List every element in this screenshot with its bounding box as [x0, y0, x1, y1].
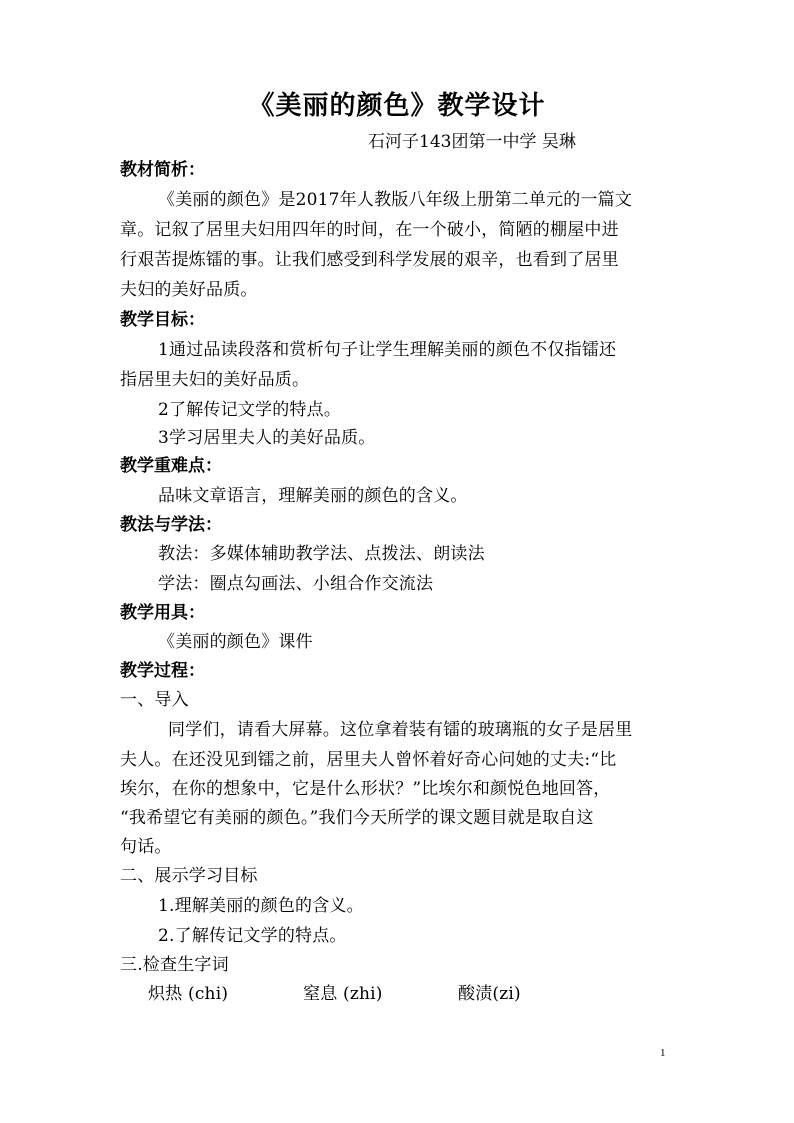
- paragraph-line: 章。记叙了居里夫妇用四年的时间，在一个破小，简陋的棚屋中进: [120, 220, 619, 240]
- vocab-word: 窒息 (zhi): [303, 984, 383, 1004]
- methods-heading: 教法与学法：: [120, 515, 222, 535]
- process-heading: 教学过程：: [120, 661, 205, 681]
- paragraph-line: 埃尔，在你的想象中，它是什么形状？”比埃尔和颜悦色地回答，: [120, 779, 611, 799]
- keypoints-heading: 教学重难点：: [120, 456, 222, 476]
- paragraph-line: 夫妇的美好品质。: [120, 280, 258, 300]
- tools-heading: 教学用具：: [120, 603, 205, 623]
- page-title: 《美丽的颜色》教学设计: [248, 91, 546, 121]
- paragraph-line: 句话。: [120, 837, 172, 857]
- teaching-method: 教法：多媒体辅助教学法、点拨法、朗读法: [158, 544, 485, 564]
- author-line: 石河子143团第一中学 吴琳: [368, 132, 576, 152]
- paragraph-line: “我希望它有美丽的颜色。”我们今天所学的课文题目就是取自这: [120, 808, 594, 828]
- vocab-word: 酸渍(zi): [458, 984, 521, 1004]
- keypoint-text: 品味文章语言，理解美丽的颜色的含义。: [158, 486, 468, 506]
- step3-heading: 三.检查生字词: [120, 955, 229, 975]
- goal-item: 3学习居里夫人的美好品质。: [158, 428, 376, 448]
- analysis-heading: 教材简析：: [120, 160, 205, 180]
- tools-text: 《美丽的颜色》课件: [158, 632, 313, 652]
- step2-item: 1.理解美丽的颜色的含义。: [158, 896, 364, 916]
- goal-item: 1通过品读段落和赏析句子让学生理解美丽的颜色不仅指镭还: [158, 340, 617, 360]
- goals-heading: 教学目标：: [120, 310, 205, 330]
- paragraph-line: 同学们，请看大屏幕。这位拿着装有镭的玻璃瓶的女子是居里: [168, 720, 633, 740]
- goal-item-cont: 指居里夫妇的美好品质。: [120, 370, 310, 390]
- learning-method: 学法：圈点勾画法、小组合作交流法: [158, 574, 434, 594]
- goal-item: 2了解传记文学的特点。: [158, 400, 342, 420]
- page-number: 1: [660, 1047, 666, 1059]
- paragraph-line: 夫人。在还没见到镭之前，居里夫人曾怀着好奇心问她的丈夫:“比: [120, 750, 617, 770]
- step2-heading: 二、展示学习目标: [120, 866, 258, 886]
- step1-heading: 一、导入: [120, 690, 189, 710]
- paragraph-line: 行艰苦提炼镭的事。让我们感受到科学发展的艰辛，也看到了居里: [120, 250, 619, 270]
- paragraph-line: 《美丽的颜色》是2017年人教版八年级上册第二单元的一篇文: [158, 190, 633, 210]
- step2-item: 2.了解传记文学的特点。: [158, 926, 347, 946]
- vocab-word: 炽热 (chi): [148, 984, 229, 1004]
